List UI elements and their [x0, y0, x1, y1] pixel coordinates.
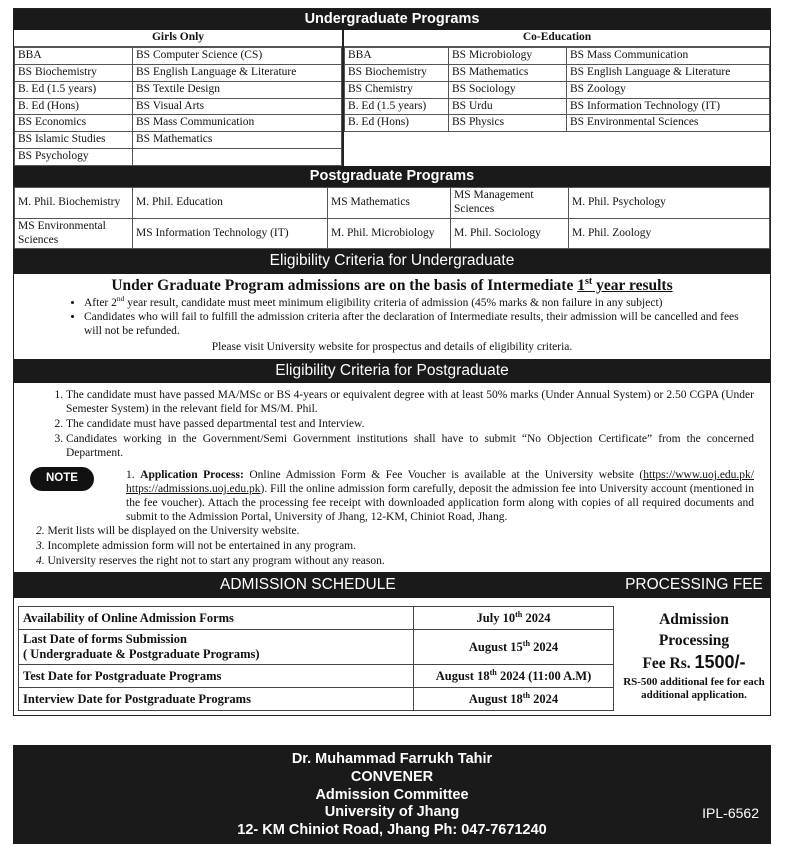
table-row: [15, 48, 342, 65]
program-cell: BS English Language & Literature: [567, 64, 770, 81]
program-cell: BS Biochemistry: [15, 64, 133, 81]
program-cell: BS Biochemistry: [345, 64, 449, 81]
schedule-label: Last Date of forms Submission: [23, 632, 187, 647]
table-row: [15, 188, 770, 219]
program-cell: BBA: [345, 48, 449, 65]
ug-bullet1-sup: nd: [116, 293, 125, 303]
note-item-text: Merit lists will be displayed on the University website.: [47, 525, 300, 538]
program-cell: M. Phil. Psychology: [569, 188, 770, 219]
schedule-date-tail: 2024: [529, 691, 559, 706]
schedule-date-sup: th: [522, 638, 530, 648]
schedule-row: [19, 630, 614, 665]
program-cell: BS Mathematics: [449, 64, 567, 81]
schedule-sublabel: ( Undergraduate & Postgraduate Programs): [23, 647, 260, 662]
ug-eligibility-title: [14, 274, 770, 297]
program-cell: [133, 148, 342, 165]
program-cell: BS Economics: [15, 115, 133, 132]
fee-line2: Processing: [658, 631, 730, 649]
note-item1-text-b: ). Fill the online admission form carefully, deposit the admission fee into University account (mentioned in the fee voucher). Attach the processing fee receipt with downloaded application form along with copies of all required documents and submit to the Admission Portal, University of Jhang, 12-KM, Chiniot Road, Jhang.: [126, 483, 754, 523]
co-education-column: [344, 30, 770, 165]
program-cell: BS Mathematics: [133, 132, 342, 149]
schedule-row: [19, 688, 614, 711]
ug-eligibility-heading: Eligibility Criteria for Undergraduate: [14, 249, 770, 274]
ug-bullet1-pre: After 2: [84, 296, 117, 309]
program-cell: M. Phil. Education: [133, 188, 328, 219]
program-cell: M. Phil. Biochemistry: [15, 188, 133, 219]
schedule-label-cell: [19, 607, 414, 630]
program-cell: M. Phil. Zoology: [569, 218, 770, 249]
note-badge: NOTE: [30, 467, 94, 491]
program-cell: BS Computer Science (CS): [133, 48, 342, 65]
ug-eligibility-bullets: [14, 293, 770, 339]
note-item: [36, 555, 754, 569]
pg-eligibility-item: 2. The candidate must have passed departmental test and Interview.: [66, 418, 754, 432]
co-programs-table: [344, 47, 770, 132]
ug-bullet: [84, 293, 752, 311]
ug-title-tail: year results: [592, 276, 673, 294]
schedule-label-cell: [19, 630, 414, 665]
fee-amount: 1500/-: [694, 651, 746, 672]
note-list: [36, 525, 754, 568]
processing-fee-heading: PROCESSING FEE: [625, 575, 763, 593]
note-item-text: University reserves the right not to start any program without any reason.: [47, 555, 385, 568]
schedule-row: [19, 607, 614, 630]
committee-name: Admission Committee: [315, 786, 469, 803]
schedule-date-tail: 2024 (11:00 A.M): [496, 668, 592, 683]
schedule-row: [19, 665, 614, 688]
program-cell: B. Ed (1.5 years): [345, 98, 449, 115]
ug-bullet1-post: year result, candidate must meet minimum eligibility criteria of admission (45% marks & non failure in any subject): [124, 296, 663, 309]
pg-eligibility-item: 1. The candidate must have passed MA/MSc or BS 4-years or equivalent degree with at least 50% marks (Under Annual System) or 2.50 CGPA (Under Semester System) in the relevant field for MS/M. Phil.: [66, 389, 754, 417]
program-cell: BS Mass Communication: [133, 115, 342, 132]
advertisement-frame: [13, 8, 771, 716]
fee-line3: [618, 651, 770, 674]
schedule-date-tail: 2024: [529, 639, 559, 654]
program-cell: BS Physics: [449, 115, 567, 132]
table-row: [345, 115, 770, 132]
schedule-date-cell: [414, 607, 614, 630]
schedule-date-tail: 2024: [522, 610, 551, 625]
program-cell: BS English Language & Literature: [133, 64, 342, 81]
pg-eligibility-item: 3. Candidates working in the Government/Semi Government institutions shall have to submit “No Objection Certificate” from the concerned Department.: [66, 433, 754, 461]
university-address: 12- KM Chiniot Road, Jhang Ph: 047-7671240: [237, 822, 547, 839]
schedule-label: Test Date for Postgraduate Programs: [23, 668, 222, 683]
co-education-heading: Co-Education: [344, 30, 770, 47]
note-item-num: 3.: [36, 540, 45, 553]
schedule-label-cell: [19, 665, 414, 688]
program-cell: BS Textile Design: [133, 81, 342, 98]
program-cell: BS Psychology: [15, 148, 133, 165]
note-item1-label: Application Process:: [140, 469, 244, 482]
ug-programs-heading: Undergraduate Programs: [14, 9, 770, 30]
ug-title-main: Under Graduate Program admissions are on the basis of Intermediate: [111, 276, 578, 294]
pg-programs-heading: Postgraduate Programs: [14, 166, 770, 187]
table-row: [15, 132, 342, 149]
ug-visit-line: Please visit University website for prospectus and details of eligibility criteria.: [211, 340, 573, 353]
ug-title-ord-num: 1: [577, 276, 585, 294]
pg-eligibility-heading: Eligibility Criteria for Postgraduate: [14, 359, 770, 384]
footer-contact: [13, 745, 771, 844]
program-cell: MS Information Technology (IT): [133, 218, 328, 249]
schedule-date: July 10: [476, 610, 516, 625]
ug-programs-grid: [14, 30, 770, 165]
program-cell: BS Environmental Sciences: [567, 115, 770, 132]
program-cell: BS Sociology: [449, 81, 567, 98]
fee-line1: Admission: [659, 611, 729, 629]
program-cell: B. Ed (1.5 years): [15, 81, 133, 98]
program-cell: BBA: [15, 48, 133, 65]
table-row: [15, 81, 342, 98]
table-row: [15, 148, 342, 165]
table-row: [345, 48, 770, 65]
convener-role: CONVENER: [350, 768, 434, 785]
schedule-date-cell: [414, 665, 614, 688]
program-cell: BS Visual Arts: [133, 98, 342, 115]
ug-bullet: • Candidates who will fail to fulfill the admission criteria after the declaration of Intermediate results, their admission will be cancelled and fees will not be refunded.: [84, 311, 752, 339]
note-item: [36, 525, 754, 539]
schedule-date: August 18: [468, 691, 523, 706]
table-row: [345, 98, 770, 115]
schedule-header: [14, 572, 770, 599]
table-row: [15, 115, 342, 132]
pg-programs-table: [14, 187, 770, 249]
schedule-date-cell: [414, 688, 614, 711]
schedule-date-sup: th: [522, 690, 530, 700]
table-row: [15, 98, 342, 115]
ug-title-ordinal: [577, 277, 672, 294]
admission-schedule-heading: ADMISSION SCHEDULE: [220, 575, 396, 593]
note-section: [14, 465, 770, 572]
program-cell: BS Microbiology: [449, 48, 567, 65]
schedule-date-cell: [414, 630, 614, 665]
note-item1-text-a: Online Admission Form & Fee Voucher is available at the University website (: [243, 469, 644, 482]
schedule-date-sup: th: [489, 667, 497, 677]
admissions-portal-link[interactable]: https://admissions.uoj.edu.pk: [126, 483, 261, 496]
schedule-table: [18, 606, 614, 711]
note-item-text: Incomplete admission form will not be entertained in any program.: [47, 540, 357, 553]
program-cell: BS Zoology: [567, 81, 770, 98]
note-item-num: 2.: [36, 525, 45, 538]
program-cell: BS Urdu: [449, 98, 567, 115]
fee-additional-note: RS-500 additional fee for each additional application.: [623, 676, 765, 702]
schedule-label: Interview Date for Postgraduate Programs: [23, 691, 251, 706]
fee-label: Fee Rs.: [642, 654, 695, 672]
table-row: [15, 218, 770, 249]
university-website-link[interactable]: https://www.uoj.edu.pk/: [643, 469, 755, 482]
schedule-table-wrap: [14, 598, 618, 715]
program-cell: B. Ed (Hons): [345, 115, 449, 132]
program-cell: MS Environmental Sciences: [15, 218, 133, 249]
university-name: University of Jhang: [324, 804, 460, 821]
program-cell: BS Islamic Studies: [15, 132, 133, 149]
note-item-num: 4.: [36, 555, 45, 568]
schedule-date: August 15: [468, 639, 523, 654]
convener-name: Dr. Muhammad Farrukh Tahir: [291, 751, 493, 767]
girls-programs-table: [14, 47, 342, 166]
schedule-body: [14, 598, 770, 715]
girls-only-column: [14, 30, 344, 165]
program-cell: BS Mass Communication: [567, 48, 770, 65]
pg-eligibility-list: [14, 383, 770, 465]
schedule-date-sup: th: [515, 609, 523, 619]
program-cell: M. Phil. Sociology: [451, 218, 569, 249]
program-cell: BS Chemistry: [345, 81, 449, 98]
program-cell: BS Information Technology (IT): [567, 98, 770, 115]
ug-title-ord-sup: st: [584, 275, 593, 287]
table-row: [345, 64, 770, 81]
table-row: [15, 64, 342, 81]
note-item1-num: 1.: [126, 469, 135, 482]
program-cell: MS Management Sciences: [451, 188, 569, 219]
note-item: [36, 540, 754, 554]
program-cell: MS Mathematics: [328, 188, 451, 219]
program-cell: B. Ed (Hons): [15, 98, 133, 115]
schedule-label: Availability of Online Admission Forms: [23, 610, 234, 625]
table-row: [345, 81, 770, 98]
girls-only-heading: Girls Only: [14, 30, 342, 47]
note-item-1: [36, 469, 754, 524]
ipl-code: IPL-6562: [702, 805, 759, 821]
program-cell: M. Phil. Microbiology: [328, 218, 451, 249]
processing-fee-box: [618, 598, 770, 715]
schedule-date: August 18: [435, 668, 490, 683]
schedule-label-cell: [19, 688, 414, 711]
